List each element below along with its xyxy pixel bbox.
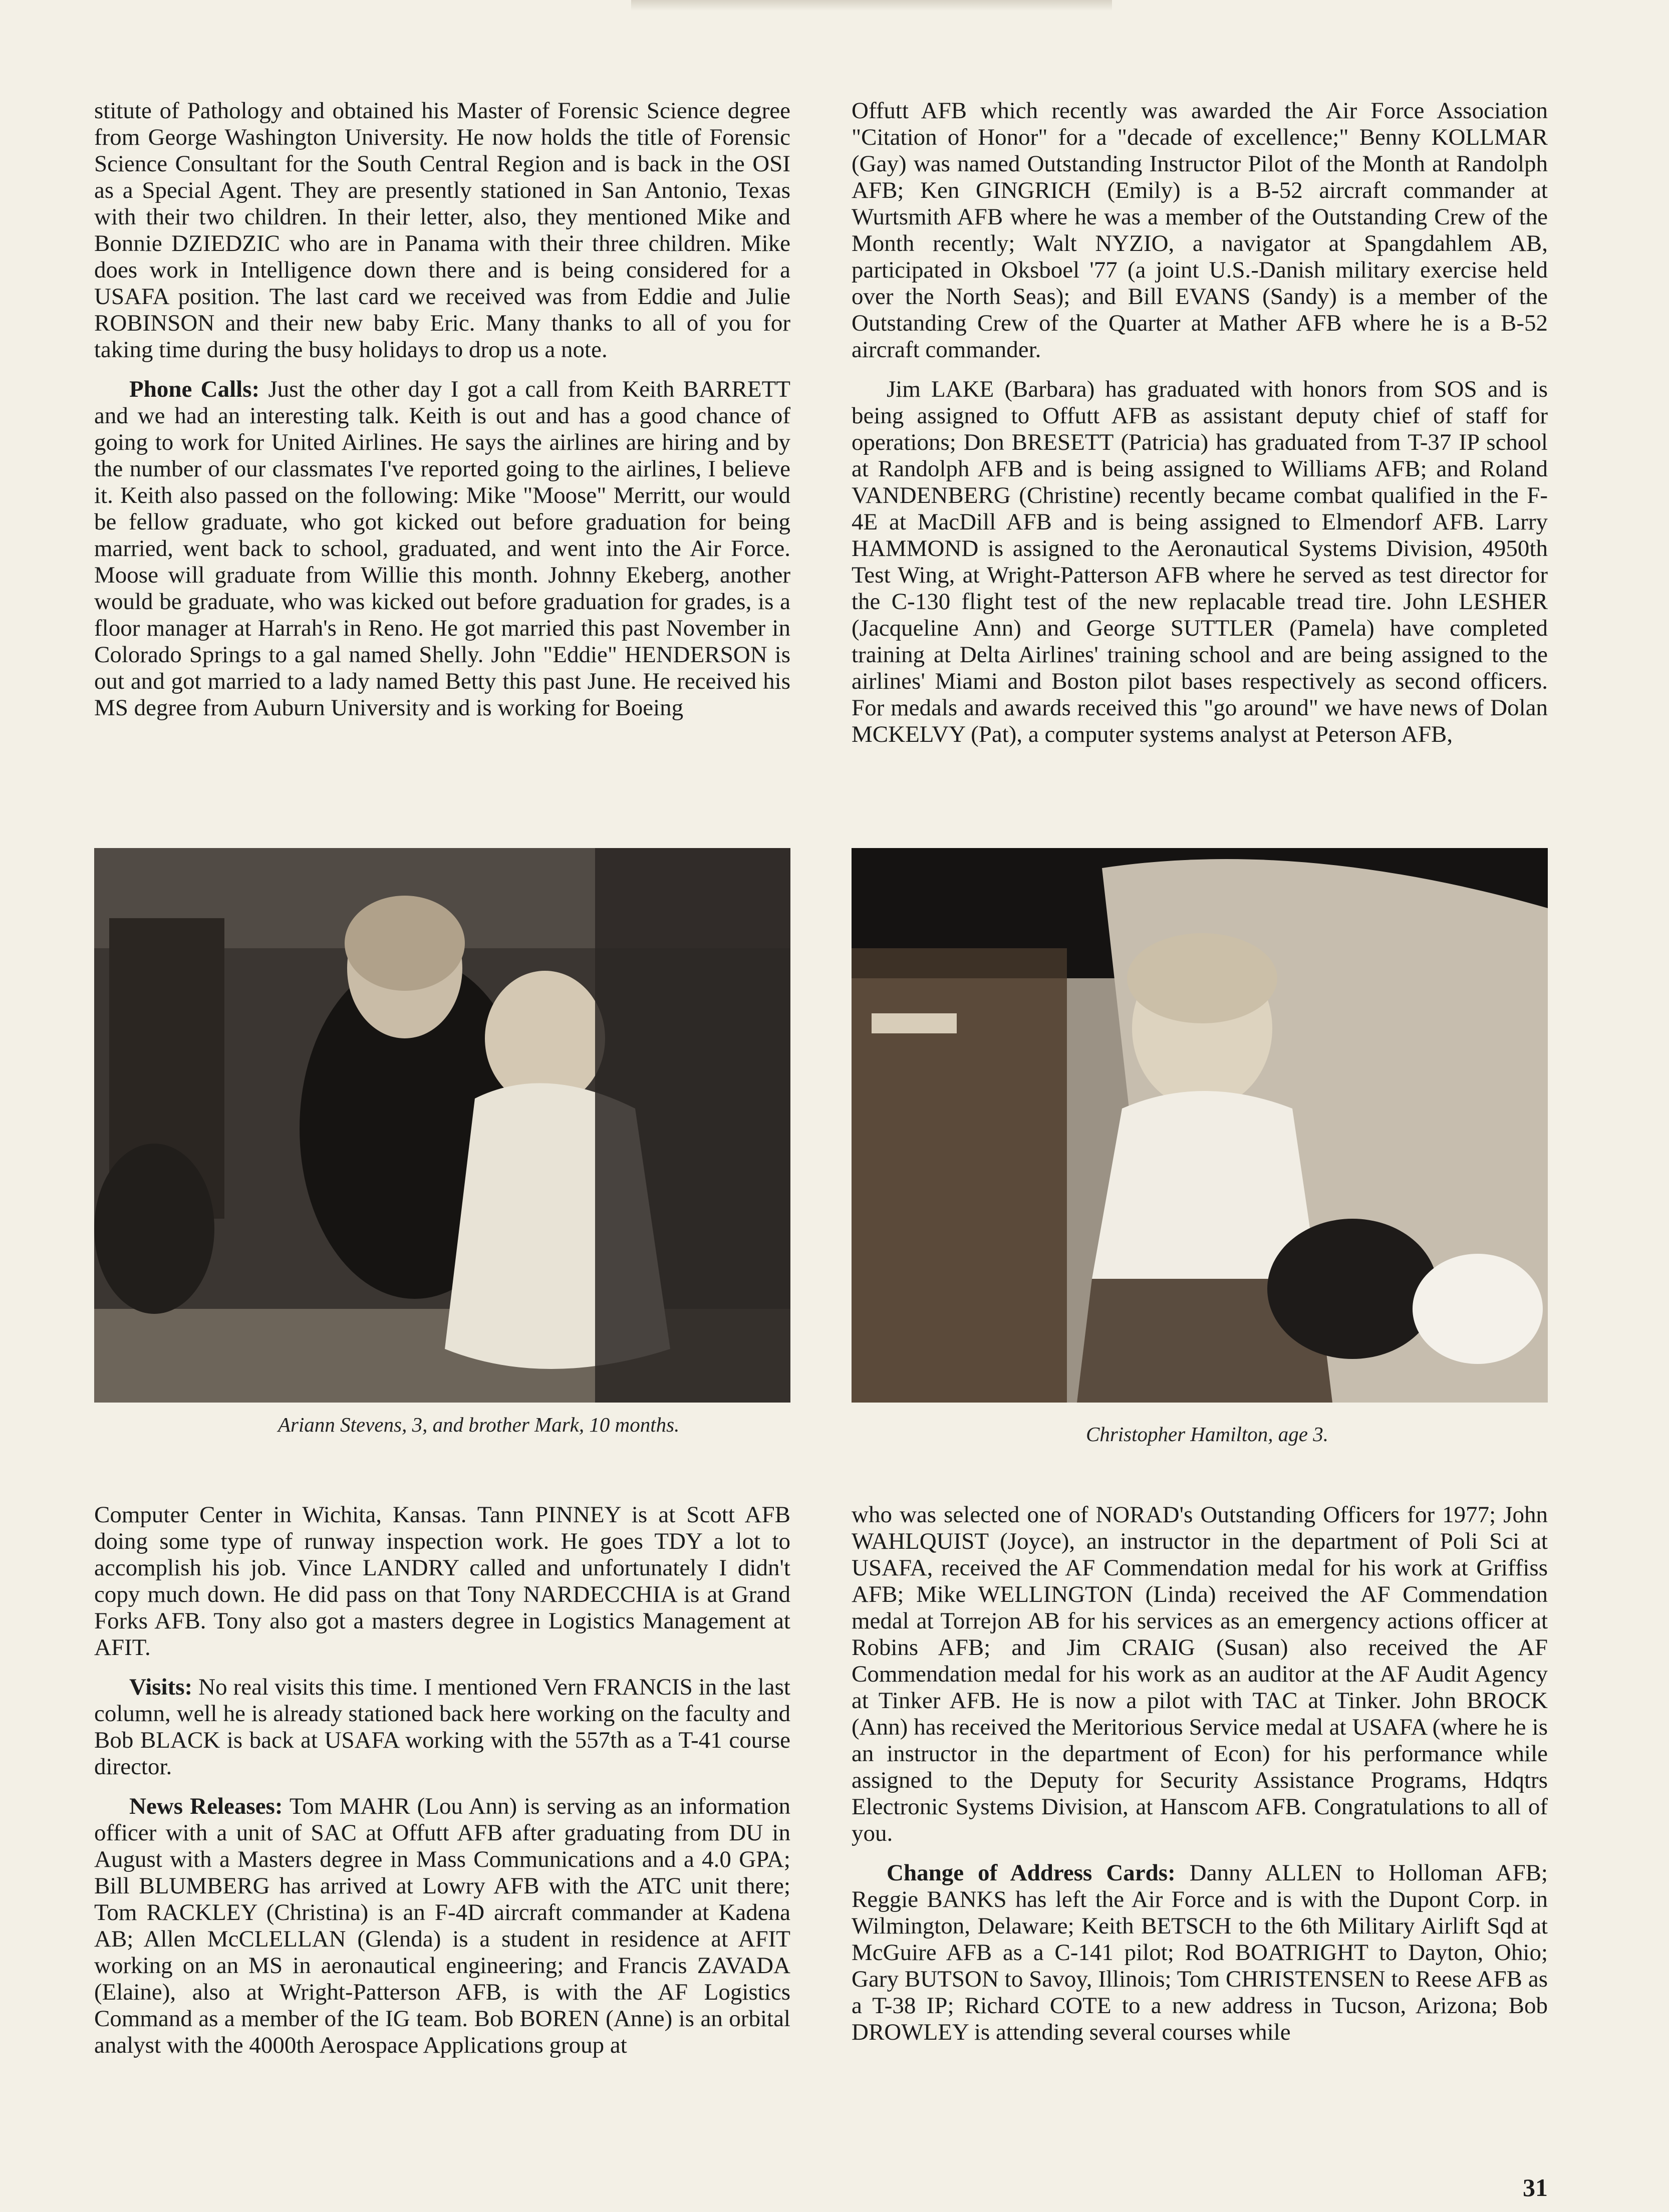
paragraph: Jim LAKE (Barbara) has graduated with honors from SOS and is being assigned to Offutt AFB as assistant deputy chief of staff for operations; Don BRESETT (Patricia) has graduated from T-37 IP school at Randolph AFB and is being assigned to Williams AFB; and Roland VANDENBERG (Christine) recently became combat qualified in the F-4E at MacDill AFB and is being assigned to Elmendorf AFB. Larry HAMMOND is assigned to the Aeronautical Systems Division, 4950th Test Wing, at Wright-Patterson AFB where he served as test director for the C-130 flight test of the new replacable tread tire. John LESHER (Jacqueline Ann) and George SUTTLER (Pamela) have completed training at Delta Airlines' training school and are being assigned to the airlines' Miami and Boston pilot bases respectively as second officers. For medals and awards received this "go around" we have news of Dolan MCKELVY (Pat), a computer systems analyst at Peterson AFB, [852, 376, 1548, 747]
section-lead: Phone Calls: [129, 376, 260, 402]
paragraph: Computer Center in Wichita, Kansas. Tann PINNEY is at Scott AFB doing some type of runway inspection work. He goes TDY a lot to accomplish his job. Vince LANDRY called and unfortunately I didn't copy much down. He did pass on that Tony NARDECCHIA is at Grand Forks AFB. Tony also got a masters degree in Logistics Management at AFIT. [94, 1502, 790, 1661]
photo-caption-left: Ariann Stevens, 3, and brother Mark, 10 months. [278, 1413, 680, 1436]
page-number: 31 [1523, 2173, 1548, 2201]
paragraph: Offutt AFB which recently was awarded the Air Force Association "Citation of Honor" for a "decade of excellence;" Benny KOLLMAR (Gay) was named Outstanding Instructor Pilot of the Month at Randolph AFB; Ken GINGRICH (Emily) is a B-52 aircraft commander at Wurtsmith AFB where he was a member of the Outstanding Crew of the Month recently; Walt NYZIO, a navigator at Spangdahlem AB, participated in Oksboel '77 (a joint U.S.-Danish military exercise held over the North Seas); and Bill EVANS (Sandy) is a member of the Outstanding Crew of the Quarter at Mather AFB where he is a B-52 aircraft commander. [852, 98, 1548, 363]
paragraph-body: No real visits this time. I mentioned Vern FRANCIS in the last column, well he is already stationed back here working on the faculty and Bob BLACK is back at USAFA working with the 557th as a T-41 course director. [94, 1674, 790, 1780]
paragraph: who was selected one of NORAD's Outstanding Officers for 1977; John WAHLQUIST (Joyce), an instructor in the department of Poli Sci at USAFA, received the AF Commendation medal for his work at Griffiss AFB; Mike WELLINGTON (Linda) received the AF Commendation medal at Torrejon AB for his services as an emergency actions officer at Robins AFB; and Jim CRAIG (Susan) also received the AF Commendation medal for his work as an auditor at the AF Audit Agency at Tinker AFB. He is now a pilot with TAC at Tinker. John BROCK (Ann) has received the Meritorious Service medal at USAFA (where he is an instructor in the department of Econ) for his performance while assigned to the Deputy for Security Assistance Programs, Hdqtrs Electronic Systems Division, at Hanscom AFB. Congratulations to all of you. [852, 1502, 1548, 1846]
column-top-left [94, 98, 790, 734]
photo-caption-right: Christopher Hamilton, age 3. [1085, 1423, 1329, 1446]
paragraph: stitute of Pathology and obtained his Master of Forensic Science degree from George Washington University. He now holds the title of Forensic Science Consultant for the South Central Region and is back in the OSI as a Special Agent. They are presently stationed in San Antonio, Texas with their two children. In their letter, also, they mentioned Mike and Bonnie DZIEDZIC who are in Panama with their three children. Mike does work in Intelligence down there and is being considered for a USAFA position. The last card we received was from Eddie and Julie ROBINSON and their new baby Eric. Many thanks to all of you for taking time during the busy holidays to drop us a note. [94, 98, 790, 363]
scan-artifact [631, 0, 1112, 11]
paragraph-body: Tom MAHR (Lou Ann) is serving as an information officer with a unit of SAC at Offutt AFB after graduating from DU in August with a Masters degree in Mass Communications and a 4.0 GPA; Bill BLUMBERG has arrived at Lowry AFB with the ATC unit there; Tom RACKLEY (Christina) is an F-4D aircraft commander at Kadena AB; Allen McCLELLAN (Glenda) is a student in residence at AFIT working on an MS in aeronautical engineering; and Francis ZAVADA (Elaine), also at Wright-Patterson AFB, is with the AF Logistics Command as a member of the IG team. Bob BOREN (Anne) is an orbital analyst with the 4000th Aerospace Applications group at [94, 1793, 791, 2058]
column-bottom-left [94, 1502, 790, 2072]
paragraph-body: Just the other day I got a call from Keith BARRETT and we had an interesting talk. Keith is out and has a good chance of going to work for United Airlines. He says the airlines are hiring and by the number of our classmates I've reported going to the airlines, I believe it. Keith also passed on the following: Mike "Moose" Merritt, our would be fellow graduate, who got kicked out before graduation for being married, went back to school, graduated, and went into the Air Force. Moose will graduate from Willie this month. Johnny Ekeberg, another would be graduate, who was kicked out before graduation for grades, is a floor manager at Harrah's in Reno. He got married this past November in Colorado Springs to a gal named Shelly. John "Eddie" HENDERSON is out and got married to a lady named Betty this past June. He received his MS degree from Auburn University and is working for Boeing [94, 376, 790, 721]
column-top-right [852, 98, 1548, 761]
paragraph [94, 1793, 790, 2059]
paragraph-body: Danny ALLEN to Holloman AFB; Reggie BANKS has left the Air Force and is with the Dupont Corp. in Wilmington, Delaware; Keith BETSCH to the 6th Military Airlift Sqd at McGuire AFB as a C-141 pilot; Rod BOATRIGHT to Dayton, Ohio; Gary BUTSON to Savoy, Illinois; Tom CHRISTENSEN to Reese AFB as a T-38 IP; Richard COTE to a new address in Tucson, Arizona; Bob DROWLEY is attending several courses while [852, 1860, 1548, 2045]
section-lead: Change of Address Cards: [887, 1860, 1176, 1886]
paragraph [94, 1674, 790, 1780]
photo-stevens-children [94, 848, 790, 1403]
photo-christopher-hamilton [852, 848, 1548, 1403]
section-lead: News Releases: [129, 1793, 283, 1819]
paragraph [852, 1860, 1548, 2046]
paragraph [94, 376, 790, 721]
section-lead: Visits: [129, 1674, 193, 1700]
column-bottom-right [852, 1502, 1548, 2059]
